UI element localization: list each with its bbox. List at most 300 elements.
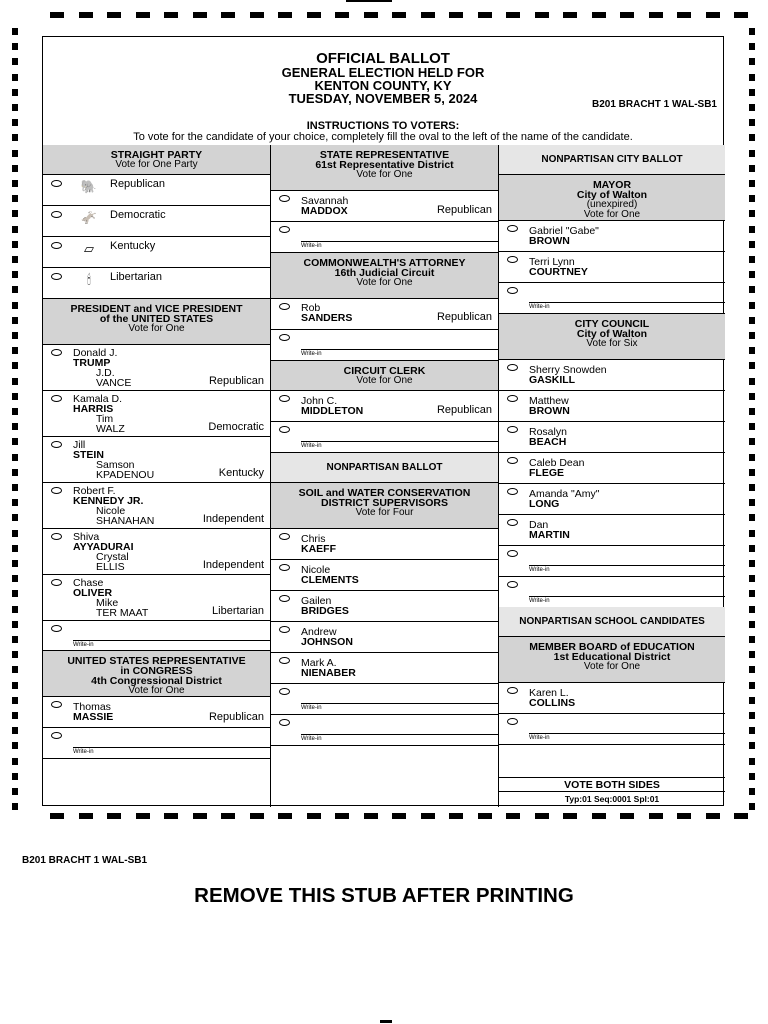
candidate-row[interactable] bbox=[43, 437, 270, 483]
write-in-row[interactable] bbox=[43, 728, 270, 759]
timing-mark bbox=[749, 134, 755, 141]
timing-mark bbox=[12, 560, 18, 567]
candidate-last: CLEMENTS bbox=[301, 574, 359, 586]
timing-mark bbox=[749, 195, 755, 202]
candidate-row[interactable] bbox=[499, 221, 725, 252]
timing-mark bbox=[12, 195, 18, 202]
vote-for: Vote for One bbox=[356, 169, 413, 180]
timing-mark bbox=[563, 813, 577, 819]
candidate-row[interactable] bbox=[271, 653, 498, 684]
candidate-row[interactable] bbox=[43, 483, 270, 529]
write-in-row[interactable] bbox=[271, 684, 498, 715]
contest-title-line2: City of Walton bbox=[576, 328, 648, 340]
ballot-code: B201 BRACHT 1 WAL-SB1 bbox=[591, 99, 717, 110]
straight-party-option[interactable] bbox=[43, 268, 270, 299]
candidate-name bbox=[301, 627, 353, 647]
city-council-header bbox=[499, 314, 725, 360]
timing-mark bbox=[12, 697, 18, 704]
vote-oval[interactable] bbox=[279, 688, 290, 695]
ballot-card bbox=[42, 36, 724, 806]
timing-mark bbox=[12, 438, 18, 445]
candidate-row[interactable] bbox=[499, 360, 725, 391]
running-mate-first: Samson bbox=[96, 459, 135, 471]
timing-mark bbox=[749, 590, 755, 597]
write-in-label: Write-in bbox=[529, 567, 550, 573]
timing-mark bbox=[535, 813, 549, 819]
timing-mark bbox=[12, 530, 18, 537]
nonpartisan-ballot-header: NONPARTISAN BALLOT bbox=[271, 453, 498, 483]
timing-mark bbox=[749, 636, 755, 643]
vote-for: Vote for One bbox=[356, 277, 413, 288]
timing-mark bbox=[749, 317, 755, 324]
candidate-last: LONG bbox=[529, 498, 560, 510]
write-in-line bbox=[529, 302, 725, 303]
timing-mark bbox=[749, 423, 755, 430]
vote-oval[interactable] bbox=[279, 595, 290, 602]
candidate-row[interactable] bbox=[271, 191, 498, 222]
vote-oval[interactable] bbox=[51, 625, 62, 632]
timing-mark bbox=[749, 43, 755, 50]
candidate-row[interactable] bbox=[43, 345, 270, 391]
stub-message: REMOVE THIS STUB AFTER PRINTING bbox=[194, 884, 574, 907]
candidate-name bbox=[529, 396, 570, 416]
timing-mark bbox=[12, 758, 18, 765]
write-in-row[interactable] bbox=[43, 621, 270, 651]
candidate-row[interactable] bbox=[499, 391, 725, 422]
vote-oval[interactable] bbox=[279, 719, 290, 726]
candidate-first: John C. bbox=[301, 395, 338, 407]
timing-mark bbox=[12, 408, 18, 415]
candidate-last: COLLINS bbox=[529, 697, 576, 709]
vote-oval[interactable] bbox=[507, 395, 518, 402]
commonwealth-attorney-header bbox=[271, 253, 498, 299]
timing-mark bbox=[12, 454, 18, 461]
write-in-row[interactable] bbox=[271, 715, 498, 746]
vote-oval[interactable] bbox=[279, 533, 290, 540]
candidate-last: BRIDGES bbox=[301, 605, 349, 617]
timing-mark bbox=[278, 813, 292, 819]
candidate-first: Matthew bbox=[529, 395, 569, 407]
timing-mark bbox=[79, 813, 93, 819]
vote-oval[interactable] bbox=[507, 364, 518, 371]
timing-mark bbox=[749, 454, 755, 461]
candidate-row[interactable] bbox=[271, 391, 498, 422]
vote-oval[interactable] bbox=[279, 564, 290, 571]
election-date: TUESDAY, NOVEMBER 5, 2024 bbox=[288, 91, 478, 106]
write-in-row[interactable] bbox=[499, 283, 725, 314]
vote-for: Vote for Six bbox=[586, 338, 638, 349]
write-in-label: Write-in bbox=[73, 642, 94, 648]
candidate-row[interactable] bbox=[271, 622, 498, 653]
vote-oval[interactable] bbox=[279, 395, 290, 402]
running-mate-last: WALZ bbox=[96, 423, 125, 435]
write-in-label: Write-in bbox=[529, 735, 550, 741]
candidate-last: COURTNEY bbox=[529, 266, 588, 278]
party-label: Kentucky bbox=[218, 467, 264, 479]
running-mate-first: Crystal bbox=[96, 551, 129, 563]
write-in-line bbox=[301, 241, 498, 242]
timing-mark bbox=[193, 813, 207, 819]
ballot-header bbox=[43, 37, 723, 145]
timing-mark bbox=[749, 89, 755, 96]
state-rep-header bbox=[271, 145, 498, 191]
contest-title-line2: 16th Judicial Circuit bbox=[334, 267, 435, 279]
timing-mark bbox=[749, 514, 755, 521]
timing-mark bbox=[749, 560, 755, 567]
timing-mark bbox=[12, 43, 18, 50]
vote-for: Vote for One bbox=[128, 685, 185, 696]
president-header bbox=[43, 299, 270, 345]
vote-oval[interactable] bbox=[51, 533, 62, 540]
contest-title: MEMBER BOARD of EDUCATION bbox=[529, 641, 695, 653]
contest-title: CITY COUNCIL bbox=[574, 318, 650, 330]
timing-mark bbox=[734, 12, 748, 18]
timing-mark bbox=[749, 682, 755, 689]
candidate-row[interactable] bbox=[271, 560, 498, 591]
timing-mark bbox=[193, 12, 207, 18]
timing-mark bbox=[749, 104, 755, 111]
timing-mark bbox=[136, 12, 150, 18]
timing-mark bbox=[706, 12, 720, 18]
candidate-row[interactable] bbox=[271, 529, 498, 560]
contest-title: PRESIDENT and VICE PRESIDENT bbox=[70, 303, 243, 315]
vote-for: Vote for Four bbox=[355, 507, 414, 518]
candidate-last: NIENABER bbox=[301, 667, 356, 679]
timing-mark bbox=[12, 621, 18, 628]
party-label: Republican bbox=[436, 204, 492, 216]
timing-mark bbox=[421, 813, 435, 819]
timing-mark bbox=[749, 545, 755, 552]
candidate-name bbox=[529, 489, 599, 509]
candidate-name bbox=[529, 226, 599, 246]
running-mate-last: ELLIS bbox=[96, 561, 125, 573]
contest-title: COMMONWEALTH'S ATTORNEY bbox=[303, 257, 466, 269]
candidate-first: Gabriel "Gabe" bbox=[529, 225, 599, 237]
timing-mark bbox=[749, 58, 755, 65]
timing-mark bbox=[364, 813, 378, 819]
vote-oval[interactable] bbox=[51, 395, 62, 402]
vote-oval[interactable] bbox=[51, 487, 62, 494]
straight-party-option[interactable] bbox=[43, 237, 270, 268]
write-in-line bbox=[301, 703, 498, 704]
write-in-label: Write-in bbox=[73, 749, 94, 755]
candidate-first: Nicole bbox=[301, 564, 331, 576]
party-label: Republican bbox=[436, 404, 492, 416]
candidate-last: OLIVER bbox=[73, 587, 113, 599]
candidate-row[interactable] bbox=[43, 697, 270, 728]
timing-mark bbox=[592, 12, 606, 18]
timing-mark bbox=[749, 499, 755, 506]
contest-title-line2: DISTRICT SUPERVISORS bbox=[321, 497, 448, 509]
timing-mark bbox=[449, 12, 463, 18]
candidate-row[interactable] bbox=[499, 484, 725, 515]
timing-mark bbox=[12, 651, 18, 658]
candidate-name bbox=[301, 565, 359, 585]
write-in-row[interactable] bbox=[271, 330, 498, 361]
vote-oval[interactable] bbox=[279, 626, 290, 633]
vote-oval[interactable] bbox=[279, 426, 290, 433]
donkey-icon: 🫏 bbox=[80, 210, 98, 225]
timing-mark bbox=[12, 712, 18, 719]
timing-mark bbox=[12, 180, 18, 187]
write-in-row[interactable] bbox=[499, 577, 725, 608]
timing-mark bbox=[749, 256, 755, 263]
candidate-first: Rosalyn bbox=[529, 426, 567, 438]
mayor-header bbox=[499, 175, 725, 221]
column-2 bbox=[271, 145, 499, 807]
running-mate-first: J.D. bbox=[96, 367, 115, 379]
candidate-row[interactable] bbox=[43, 575, 270, 621]
timing-mark bbox=[12, 666, 18, 673]
candidate-row[interactable] bbox=[43, 391, 270, 437]
vote-oval[interactable] bbox=[507, 488, 518, 495]
sequence-code: Typ:01 Seq:0001 Spl:01 bbox=[564, 794, 660, 804]
timing-mark bbox=[250, 12, 264, 18]
nonpartisan-school-header: NONPARTISAN SCHOOL CANDIDATES bbox=[499, 607, 725, 637]
candidate-name bbox=[301, 303, 352, 323]
timing-mark bbox=[12, 58, 18, 65]
candidate-row[interactable] bbox=[499, 252, 725, 283]
timing-mark bbox=[749, 666, 755, 673]
vote-oval[interactable] bbox=[507, 426, 518, 433]
vote-oval[interactable] bbox=[507, 225, 518, 232]
timing-mark bbox=[164, 813, 178, 819]
timing-mark bbox=[250, 813, 264, 819]
timing-mark bbox=[12, 514, 18, 521]
party-label: Libertarian bbox=[212, 605, 264, 617]
candidate-name bbox=[301, 534, 336, 554]
party-label: Republican bbox=[436, 311, 492, 323]
vote-oval[interactable] bbox=[507, 287, 518, 294]
write-in-label: Write-in bbox=[529, 598, 550, 604]
vote-oval[interactable] bbox=[507, 519, 518, 526]
timing-mark bbox=[12, 788, 18, 795]
contest-title-line2: 1st Educational District bbox=[553, 651, 671, 663]
timing-mark bbox=[12, 545, 18, 552]
timing-mark bbox=[478, 12, 492, 18]
candidate-name bbox=[73, 702, 113, 722]
timing-mark bbox=[12, 499, 18, 506]
vote-both-sides: VOTE BOTH SIDES bbox=[499, 777, 725, 792]
board-of-education-header bbox=[499, 637, 725, 683]
write-in-row[interactable] bbox=[499, 714, 725, 745]
timing-mark bbox=[50, 813, 64, 819]
timing-mark bbox=[535, 12, 549, 18]
running-mate-last: TER MAAT bbox=[96, 607, 149, 619]
running-mate-last: SHANAHAN bbox=[96, 515, 155, 527]
timing-mark bbox=[335, 12, 349, 18]
candidate-row[interactable] bbox=[271, 299, 498, 330]
timing-mark bbox=[12, 606, 18, 613]
timing-mark bbox=[12, 742, 18, 749]
write-in-line bbox=[529, 733, 725, 734]
timing-mark bbox=[749, 606, 755, 613]
timing-mark bbox=[749, 210, 755, 217]
party-label: Republican bbox=[208, 711, 264, 723]
vote-oval[interactable] bbox=[279, 657, 290, 664]
candidate-last: MARTIN bbox=[529, 529, 570, 541]
write-in-row[interactable] bbox=[271, 422, 498, 453]
straight-party-option[interactable] bbox=[43, 175, 270, 206]
vote-oval[interactable] bbox=[51, 349, 62, 356]
timing-mark bbox=[346, 0, 392, 2]
write-in-row[interactable] bbox=[271, 222, 498, 253]
vote-oval[interactable] bbox=[51, 732, 62, 739]
timing-mark bbox=[749, 712, 755, 719]
vote-for: Vote for One Party bbox=[115, 159, 198, 170]
write-in-line bbox=[529, 565, 725, 566]
candidate-name bbox=[529, 688, 575, 708]
kentucky-map-icon: ▱ bbox=[84, 241, 94, 256]
us-rep-header bbox=[43, 651, 270, 697]
candidate-name bbox=[301, 396, 363, 416]
timing-mark bbox=[364, 12, 378, 18]
contest-title: CIRCUIT CLERK bbox=[343, 365, 426, 377]
vote-oval[interactable] bbox=[51, 180, 62, 187]
candidate-first: Sherry Snowden bbox=[529, 364, 607, 376]
vote-oval[interactable] bbox=[279, 226, 290, 233]
timing-mark bbox=[12, 636, 18, 643]
timing-mark bbox=[12, 104, 18, 111]
elephant-icon: 🐘 bbox=[80, 179, 98, 194]
timing-mark bbox=[749, 286, 755, 293]
timing-mark bbox=[278, 12, 292, 18]
candidate-last: HARRIS bbox=[73, 403, 114, 415]
timing-mark bbox=[706, 813, 720, 819]
timing-mark bbox=[749, 332, 755, 339]
timing-mark bbox=[79, 12, 93, 18]
vote-oval[interactable] bbox=[51, 579, 62, 586]
vote-oval[interactable] bbox=[51, 441, 62, 448]
nonpartisan-city-header: NONPARTISAN CITY BALLOT bbox=[499, 145, 725, 175]
timing-mark bbox=[380, 1020, 392, 1023]
candidate-name bbox=[73, 440, 154, 480]
timing-mark bbox=[677, 12, 691, 18]
timing-mark bbox=[107, 12, 121, 18]
timing-mark bbox=[107, 813, 121, 819]
vote-oval[interactable] bbox=[507, 581, 518, 588]
write-in-line bbox=[73, 747, 270, 748]
timing-mark bbox=[12, 362, 18, 369]
timing-mark bbox=[749, 393, 755, 400]
candidate-name bbox=[301, 596, 349, 616]
write-in-label: Write-in bbox=[301, 443, 322, 449]
timing-mark bbox=[164, 12, 178, 18]
candidate-first: Chase bbox=[73, 577, 104, 589]
timing-mark bbox=[649, 12, 663, 18]
timing-mark bbox=[221, 12, 235, 18]
vote-oval[interactable] bbox=[507, 256, 518, 263]
vote-oval[interactable] bbox=[51, 211, 62, 218]
timing-mark bbox=[749, 165, 755, 172]
timing-mark bbox=[677, 813, 691, 819]
timing-mark bbox=[12, 89, 18, 96]
timing-mark bbox=[392, 12, 406, 18]
timing-mark bbox=[12, 803, 18, 810]
timing-mark bbox=[12, 286, 18, 293]
vote-oval[interactable] bbox=[507, 718, 518, 725]
candidate-row[interactable] bbox=[499, 422, 725, 453]
timing-mark bbox=[12, 165, 18, 172]
timing-mark bbox=[12, 241, 18, 248]
timing-mark bbox=[592, 813, 606, 819]
timing-mark bbox=[749, 438, 755, 445]
write-in-row[interactable] bbox=[499, 546, 725, 577]
candidate-row[interactable] bbox=[271, 591, 498, 622]
candidate-last: MIDDLETON bbox=[301, 405, 364, 417]
timing-mark bbox=[12, 271, 18, 278]
contest-title: UNITED STATES REPRESENTATIVE bbox=[67, 655, 246, 667]
vote-oval[interactable] bbox=[51, 273, 62, 280]
running-mate-first: Nicole bbox=[96, 505, 126, 517]
write-in-label: Write-in bbox=[301, 243, 322, 249]
timing-mark bbox=[12, 74, 18, 81]
candidate-last: STEIN bbox=[73, 449, 104, 461]
vote-oval[interactable] bbox=[279, 195, 290, 202]
write-in-line bbox=[301, 734, 498, 735]
timing-mark bbox=[12, 469, 18, 476]
timing-mark bbox=[12, 28, 18, 35]
timing-mark bbox=[749, 180, 755, 187]
timing-mark bbox=[749, 408, 755, 415]
vote-oval[interactable] bbox=[507, 457, 518, 464]
vote-oval[interactable] bbox=[507, 687, 518, 694]
timing-mark bbox=[563, 12, 577, 18]
timing-mark bbox=[749, 150, 755, 157]
vote-oval[interactable] bbox=[507, 550, 518, 557]
vote-for: Vote for One bbox=[356, 375, 413, 386]
timing-mark bbox=[749, 530, 755, 537]
timing-mark bbox=[749, 119, 755, 126]
timing-mark bbox=[749, 758, 755, 765]
vote-for: Vote for One bbox=[583, 209, 641, 220]
candidate-first: Mark A. bbox=[301, 657, 337, 669]
candidate-first: Andrew bbox=[301, 626, 337, 638]
candidate-name bbox=[529, 427, 567, 447]
running-mate-last: VANCE bbox=[96, 377, 132, 389]
vote-oval[interactable] bbox=[279, 334, 290, 341]
candidate-row[interactable] bbox=[499, 683, 725, 714]
candidate-first: Thomas bbox=[73, 701, 111, 713]
timing-mark bbox=[749, 28, 755, 35]
candidate-last: MADDOX bbox=[301, 205, 348, 217]
timing-mark bbox=[620, 12, 634, 18]
write-in-label: Write-in bbox=[529, 304, 550, 310]
vote-oval[interactable] bbox=[279, 303, 290, 310]
running-mate-first: Tim bbox=[96, 413, 114, 425]
vote-oval[interactable] bbox=[51, 701, 62, 708]
timing-mark bbox=[749, 803, 755, 810]
vote-oval[interactable] bbox=[51, 242, 62, 249]
candidate-row[interactable] bbox=[499, 515, 725, 546]
candidate-first: Chris bbox=[301, 533, 326, 545]
candidate-first: Dan bbox=[529, 519, 549, 531]
candidate-name bbox=[529, 520, 570, 540]
timing-mark bbox=[749, 378, 755, 385]
candidate-name bbox=[73, 486, 154, 526]
timing-mark bbox=[749, 697, 755, 704]
timing-mark bbox=[749, 362, 755, 369]
write-in-label: Write-in bbox=[301, 351, 322, 357]
straight-party-option[interactable] bbox=[43, 206, 270, 237]
candidate-last: JOHNSON bbox=[301, 636, 353, 648]
county-name: KENTON COUNTY, KY bbox=[314, 78, 452, 93]
candidate-row[interactable] bbox=[499, 453, 725, 484]
candidate-first: Shiva bbox=[73, 531, 100, 543]
timing-mark bbox=[12, 773, 18, 780]
party-label: Democratic bbox=[208, 421, 264, 433]
candidate-row[interactable] bbox=[43, 529, 270, 575]
